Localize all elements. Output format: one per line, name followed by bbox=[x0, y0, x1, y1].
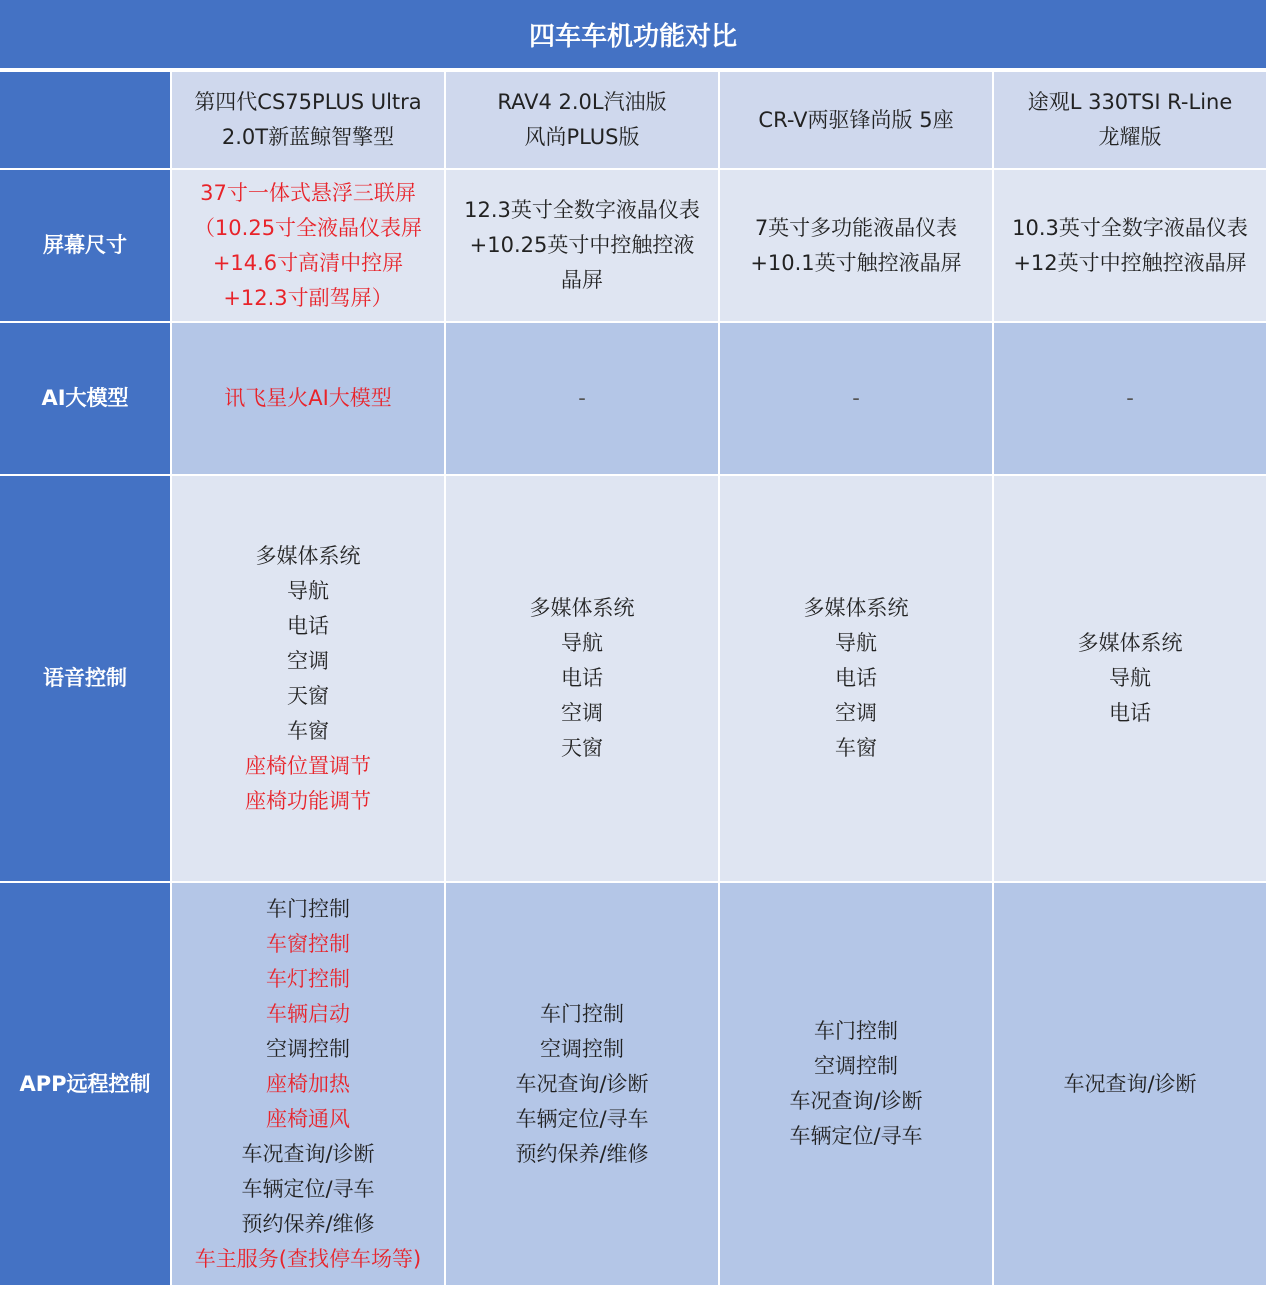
cell-text-line: 车辆启动 bbox=[266, 1001, 350, 1026]
cell-text-line: 预约保养/维修 bbox=[241, 1211, 375, 1236]
cell-text-line: 空调控制 bbox=[266, 1036, 350, 1061]
cell-text-line: 车门控制 bbox=[814, 1019, 898, 1043]
cell-text-line: 空调 bbox=[287, 648, 329, 673]
cell-text-line: 车主服务(查找停车场等) bbox=[194, 1246, 422, 1271]
cell-text-line: 车况查询/诊断 bbox=[789, 1089, 923, 1113]
row-label-app-remote-control: APP远程控制 bbox=[0, 883, 170, 1285]
column-header-line: 途观L 330TSI R-Line bbox=[1027, 90, 1233, 114]
column-header-line: 2.0T新蓝鲸智擎型 bbox=[221, 125, 395, 149]
table-cell bbox=[994, 323, 1266, 474]
cell-text-line: 车况查询/诊断 bbox=[515, 1071, 649, 1096]
cell-text-line: 10.3英寸全数字液晶仪表 bbox=[1012, 215, 1248, 240]
cell-text-line: 导航 bbox=[561, 631, 603, 655]
column-header bbox=[994, 72, 1266, 168]
cell-text-line: +12.3寸副驾屏） bbox=[223, 285, 393, 310]
table-cell bbox=[172, 883, 444, 1285]
cell-text-line: 天窗 bbox=[287, 683, 329, 708]
page-title: 四车车机功能对比 bbox=[0, 0, 1266, 68]
cell-text-line: 电话 bbox=[835, 666, 877, 690]
table-cell bbox=[994, 170, 1266, 321]
cell-text-line: +10.25英寸中控触控液 bbox=[469, 233, 695, 257]
table-cell bbox=[446, 323, 718, 474]
row-screen-size bbox=[0, 170, 1266, 321]
row-voice-control bbox=[0, 476, 1266, 881]
cell-text-line: 电话 bbox=[287, 613, 329, 638]
cell-text-line: 多媒体系统 bbox=[255, 543, 361, 568]
table-cell bbox=[720, 476, 992, 881]
cell-text-line: 车窗 bbox=[287, 718, 329, 743]
cell-text-line: 车辆定位/寻车 bbox=[515, 1106, 649, 1131]
cell-text-line: - bbox=[578, 386, 586, 410]
cell-text-line: 座椅加热 bbox=[266, 1071, 350, 1096]
cell-text-line: 座椅通风 bbox=[266, 1106, 350, 1131]
table-cell bbox=[720, 883, 992, 1285]
cell-text-line: 电话 bbox=[561, 666, 603, 690]
row-label-ai-model: AI大模型 bbox=[0, 323, 170, 474]
cell-text-line: 车窗控制 bbox=[266, 931, 350, 956]
cell-text-line: 多媒体系统 bbox=[803, 596, 909, 620]
cell-text-line: 多媒体系统 bbox=[529, 596, 635, 620]
cell-text-line: +10.1英寸触控液晶屏 bbox=[750, 250, 962, 275]
table-cell bbox=[172, 323, 444, 474]
cell-text-line: 讯飞星火AI大模型 bbox=[224, 386, 392, 410]
row-label-screen-size: 屏幕尺寸 bbox=[0, 170, 170, 321]
cell-text-line: 天窗 bbox=[561, 736, 603, 760]
cell-text-line: 预约保养/维修 bbox=[515, 1141, 649, 1166]
cell-text-line: 电话 bbox=[1109, 701, 1151, 725]
column-header-line: 第四代CS75PLUS Ultra bbox=[194, 90, 422, 114]
table-cell bbox=[172, 170, 444, 321]
cell-text-line: 座椅位置调节 bbox=[245, 753, 371, 778]
cell-text-line: - bbox=[852, 386, 860, 410]
row-app-remote-control bbox=[0, 883, 1266, 1285]
column-header bbox=[446, 72, 718, 168]
cell-text-line: （10.25寸全液晶仪表屏 bbox=[193, 215, 423, 240]
cell-text-line: 空调控制 bbox=[540, 1036, 624, 1061]
cell-text-line: 7英寸多功能液晶仪表 bbox=[754, 215, 958, 240]
cell-text-line: 车灯控制 bbox=[266, 966, 350, 991]
table-cell bbox=[994, 476, 1266, 881]
column-header-line: RAV4 2.0L汽油版 bbox=[497, 90, 667, 114]
table-cell bbox=[720, 170, 992, 321]
cell-text-line: +14.6寸高清中控屏 bbox=[212, 250, 404, 275]
table-cell bbox=[172, 476, 444, 881]
cell-text-line: 车辆定位/寻车 bbox=[789, 1124, 923, 1148]
cell-text-line: 导航 bbox=[287, 578, 329, 603]
column-header-line: CR-V两驱锋尚版 5座 bbox=[758, 107, 954, 132]
column-header-line: 风尚PLUS版 bbox=[524, 125, 640, 149]
cell-text-line: +12英寸中控触控液晶屏 bbox=[1013, 250, 1247, 275]
column-header bbox=[172, 72, 444, 168]
cell-text-line: 车门控制 bbox=[540, 1001, 624, 1026]
cell-text-line: 空调 bbox=[835, 701, 877, 725]
column-header-line: 龙耀版 bbox=[1098, 125, 1162, 149]
cell-text-line: 车窗 bbox=[835, 736, 877, 760]
cell-text-line: 多媒体系统 bbox=[1077, 631, 1183, 655]
header-corner bbox=[0, 72, 170, 168]
cell-text-line: 37寸一体式悬浮三联屏 bbox=[200, 180, 416, 205]
cell-text-line: 车辆定位/寻车 bbox=[241, 1176, 375, 1201]
row-label-voice-control: 语音控制 bbox=[0, 476, 170, 881]
table-cell bbox=[446, 170, 718, 321]
cell-text-line: - bbox=[1126, 386, 1134, 410]
cell-text-line: 车况查询/诊断 bbox=[241, 1141, 375, 1166]
table-cell bbox=[446, 883, 718, 1285]
cell-text-line: 车门控制 bbox=[266, 896, 350, 921]
cell-text-line: 导航 bbox=[1109, 666, 1151, 690]
cell-text-line: 导航 bbox=[835, 631, 877, 655]
row-ai-model bbox=[0, 323, 1266, 474]
table-cell bbox=[446, 476, 718, 881]
cell-text-line: 12.3英寸全数字液晶仪表 bbox=[464, 198, 700, 222]
comparison-table bbox=[0, 70, 1268, 1287]
table-cell bbox=[720, 323, 992, 474]
cell-text-line: 座椅功能调节 bbox=[245, 788, 371, 813]
cell-text-line: 晶屏 bbox=[561, 268, 603, 292]
table-cell bbox=[994, 883, 1266, 1285]
column-header bbox=[720, 72, 992, 168]
cell-text-line: 车况查询/诊断 bbox=[1063, 1071, 1197, 1096]
header-row bbox=[0, 72, 1266, 168]
cell-text-line: 空调控制 bbox=[814, 1054, 898, 1078]
cell-text-line: 空调 bbox=[561, 701, 603, 725]
